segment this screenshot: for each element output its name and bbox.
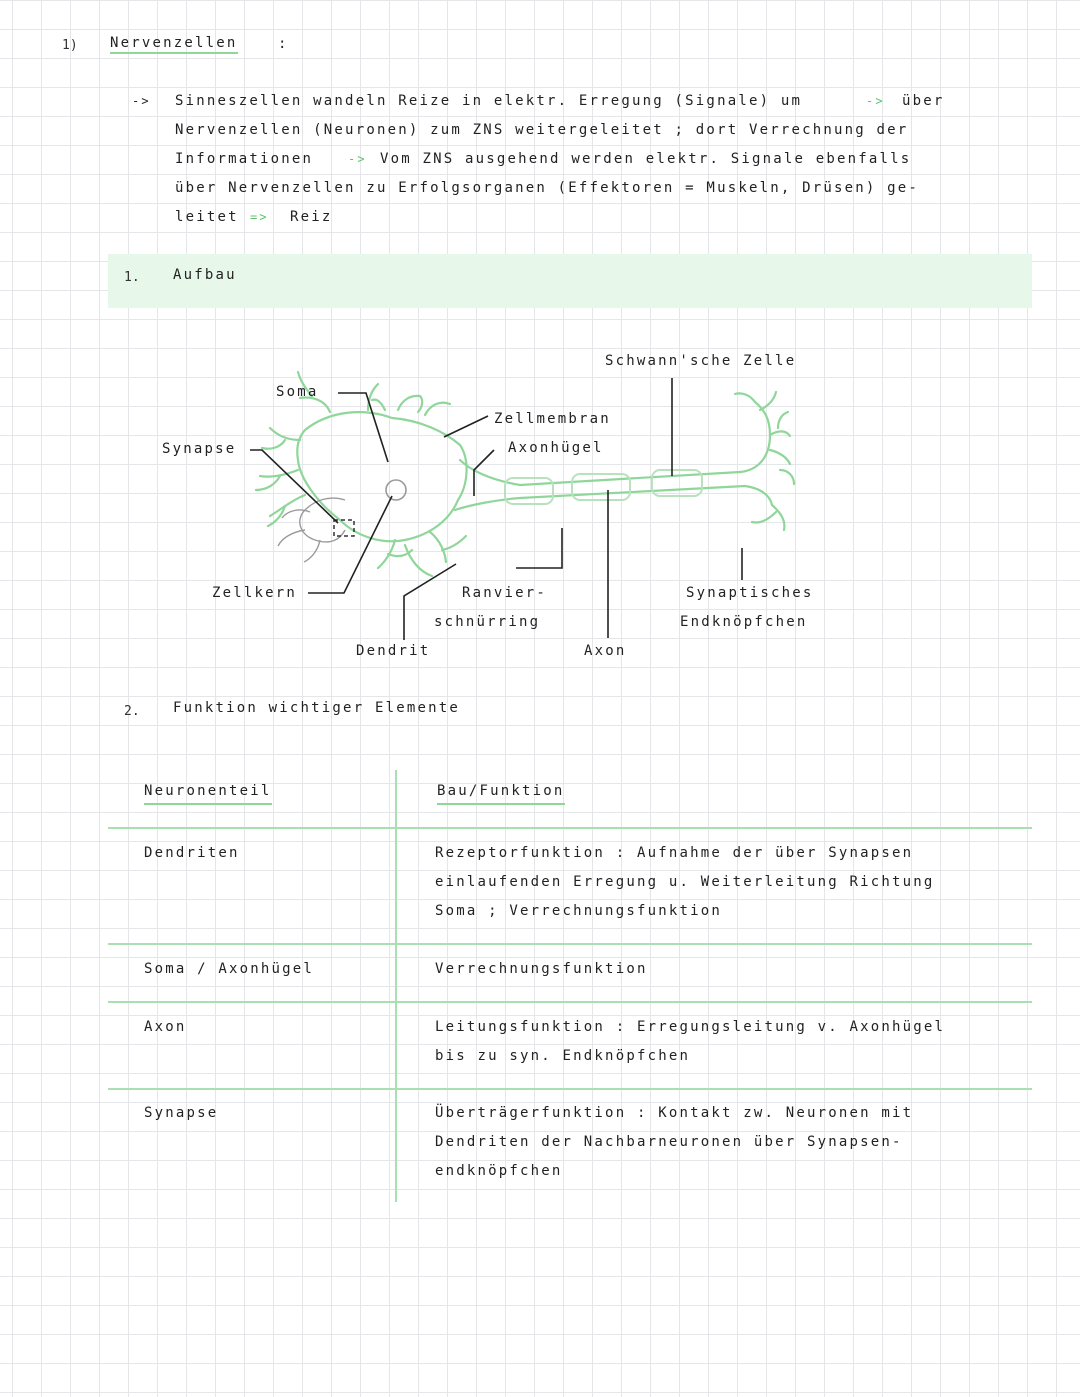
table-cell-line: bis zu syn. Endknöpfchen	[435, 1048, 691, 1064]
table-cell-line: Verrechnungsfunktion	[435, 961, 648, 977]
label-axonhuegel: Axonhügel	[508, 440, 604, 456]
nucleus-circle	[386, 480, 406, 500]
table-header-part: Neuronenteil	[144, 780, 272, 805]
table-cell-part: Dendriten	[144, 845, 240, 861]
table-row-rule	[108, 943, 1032, 945]
table-column-divider	[395, 770, 397, 1202]
heading-colon: :	[278, 36, 289, 52]
label-synaptisches-2: Endknöpfchen	[680, 614, 808, 630]
label-schwann: Schwann'sche Zelle	[605, 353, 797, 369]
table-header-function: Bau/Funktion	[437, 780, 565, 805]
section-1-title: Aufbau	[173, 267, 237, 283]
intro-line-1-end: über	[902, 93, 945, 109]
label-zellkern: Zellkern	[212, 585, 298, 601]
table-cell-line: endknöpfchen	[435, 1163, 563, 1179]
label-synapse: Synapse	[162, 441, 237, 457]
table-cell-line: Rezeptorfunktion : Aufnahme der über Synapsen	[435, 845, 914, 861]
label-axon: Axon	[584, 643, 627, 659]
table-header-rule	[108, 827, 1032, 829]
label-ranvier-1: Ranvier-	[462, 585, 548, 601]
table-cell-line: Dendriten der Nachbarneuronen über Synapsen-	[435, 1134, 903, 1150]
intro-line-3a: Informationen	[175, 151, 314, 167]
intro-line-1: Sinneszellen wandeln Reize in elektr. Erregung (Signale) um	[175, 93, 803, 109]
section-2-number: 2.	[124, 704, 140, 719]
label-dendrit: Dendrit	[356, 643, 431, 659]
intro-line-1-arrow: ->	[866, 94, 885, 108]
neuron-outline	[256, 372, 794, 576]
heading-number: 1)	[62, 38, 78, 53]
label-ranvier-2: schnürring	[434, 614, 541, 630]
table-row-rule	[108, 1088, 1032, 1090]
table-cell-line: Überträgerfunktion : Kontakt zw. Neuronen mit	[435, 1105, 914, 1121]
page-title: Nervenzellen	[110, 35, 238, 54]
intro-arrow: ->	[132, 94, 151, 108]
intro-line-4: über Nervenzellen zu Erfolgsorganen (Effektoren = Muskeln, Drüsen) ge-	[175, 180, 920, 196]
intro-line-3b: Vom ZNS ausgehend werden elektr. Signale ebenfalls	[380, 151, 912, 167]
section-1-number: 1.	[124, 270, 140, 285]
section-2-title: Funktion wichtiger Elemente	[173, 700, 460, 716]
intro-line-5-arrow: =>	[250, 210, 269, 224]
table-cell-part: Soma / Axonhügel	[144, 961, 315, 977]
table-row-rule	[108, 1001, 1032, 1003]
table-cell-line: Soma ; Verrechnungsfunktion	[435, 903, 722, 919]
label-synaptisches-1: Synaptisches	[686, 585, 814, 601]
intro-line-5a: leitet	[175, 209, 239, 225]
table-cell-part: Synapse	[144, 1105, 219, 1121]
intro-line-3-arrow: ->	[348, 152, 367, 166]
table-cell-part: Axon	[144, 1019, 187, 1035]
table-cell-line: einlaufenden Erregung u. Weiterleitung Richtung	[435, 874, 935, 890]
synapse-neighbor	[278, 498, 345, 562]
label-soma: Soma	[276, 384, 319, 400]
table-cell-line: Leitungsfunktion : Erregungsleitung v. Axonhügel	[435, 1019, 946, 1035]
intro-line-5b: Reiz	[290, 209, 333, 225]
intro-line-2: Nervenzellen (Neuronen) zum ZNS weitergeleitet ; dort Verrechnung der	[175, 122, 909, 138]
label-zellmembran: Zellmembran	[494, 411, 611, 427]
